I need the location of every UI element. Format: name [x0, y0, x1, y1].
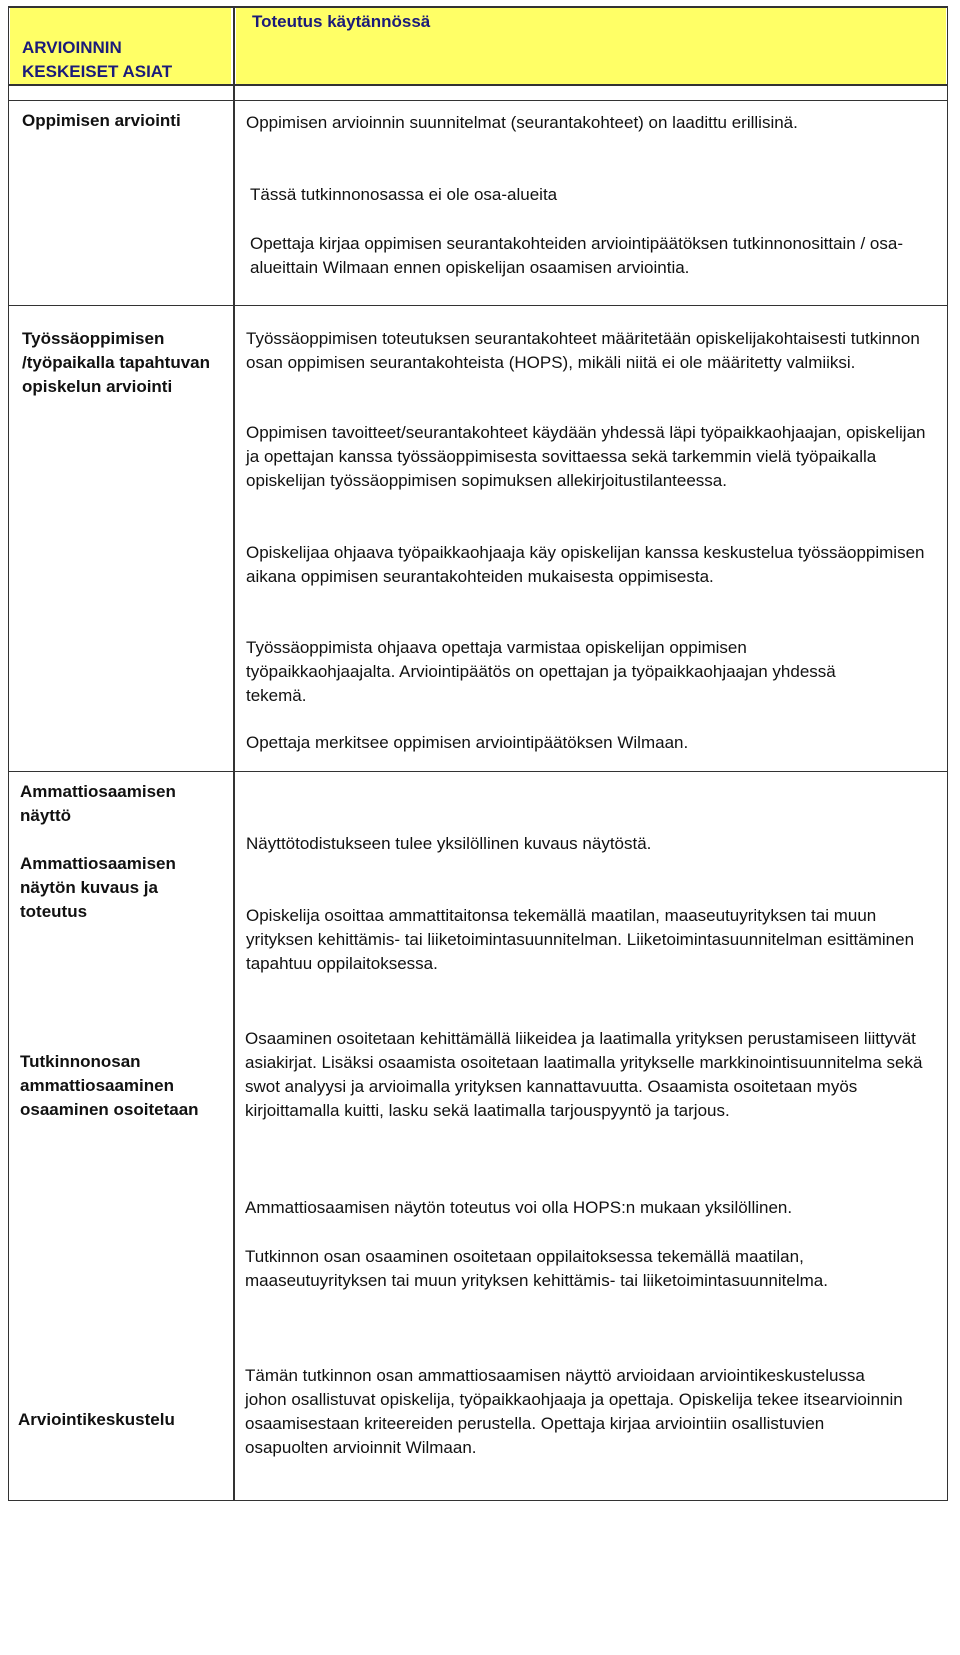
row-label-nayton-kuvaus: Ammattiosaamisen näytön kuvaus ja toteutus [20, 854, 176, 921]
row-label-tyossaoppiminen: Työssäoppimisen /työpaikalla tapahtuvan opiskelun arviointi [22, 329, 210, 396]
row3-paragraph-1: Näyttötodistukseen tulee yksilöllinen kuvaus näytöstä. [246, 834, 652, 853]
row3-paragraph-5: Tutkinnon osan osaaminen osoitetaan oppilaitoksessa tekemällä maatilan, maaseutuyrityksen tai muun yrityksen kehittämis- tai liiketoimintasuunnitelma. [245, 1247, 828, 1290]
row1-paragraph-1: Oppimisen arvioinnin suunnitelmat (seurantakohteet) on laadittu erillisinä. [246, 113, 798, 132]
row-label-ammattiosaamisen-naytto: Ammattiosaamisen näyttö [20, 782, 176, 825]
row2-paragraph-1: Työssäoppimisen toteutuksen seurantakohteet määritetään opiskelijakohtaisesti tutkinnon osan oppimisen seurantakohteista (HOPS), mikäli niitä ei ole määritetty valmiiksi. [246, 329, 920, 372]
header-col2-title: Toteutus käytännössä [252, 12, 431, 31]
column-divider [233, 6, 235, 1501]
row3-paragraph-6: Tämän tutkinnon osan ammattiosaamisen näyttö arvioidaan arviointikeskustelussa johon osallistuvat opiskelija, työpaikkaohjaaja ja opettaja. Opiskelija tekee itsearvioinnin osaamisestaan kriteereiden perustella. Opettaja kirjaa arviointiin osallistuvien osapuolten arvioinnit Wilmaan. [245, 1366, 903, 1457]
table-right-border [947, 6, 948, 1501]
row1-bottom-border [8, 305, 948, 306]
row3-paragraph-4: Ammattiosaamisen näytön toteutus voi olla HOPS:n mukaan yksilöllinen. [245, 1198, 793, 1217]
row1-paragraph-3: Opettaja kirjaa oppimisen seurantakohteiden arviointipäätöksen tutkinnonosittain / osa-alueittain Wilmaan ennen opiskelijan osaamisen arviointia. [250, 234, 904, 277]
table-left-border [8, 6, 9, 1501]
header-col1-title: ARVIOINNIN KESKEISET ASIAT [22, 38, 173, 81]
row-label-oppimisen-arviointi: Oppimisen arviointi [22, 111, 181, 130]
header-subline [8, 100, 948, 101]
row3-paragraph-3: Osaaminen osoitetaan kehittämällä liikeidea ja laatimalla yrityksen perustamiseen liittyvät asiakirjat. Lisäksi osaamista osoitetaan laatimalla yritykselle markkinointisuunnitelma sekä swot analyysi ja arvioimalla yrityksen kannattavuutta. Osaamista osoitetaan myös kirjoittamalla kuitti, lasku sekä laatimalla tarjouspyyntö ja tarjous. [245, 1029, 923, 1120]
table-top-border [8, 6, 948, 8]
row-label-osaaminen-osoitetaan: Tutkinnonosan ammattiosaaminen osaaminen osoitetaan [20, 1052, 199, 1119]
row2-paragraph-4: Työssäoppimista ohjaava opettaja varmistaa opiskelijan oppimisen työpaikkaohjaajalta. Arviointipäätös on opettajan ja työpaikkaohjaajan yhdessä tekemä. [246, 638, 836, 705]
row3-paragraph-2: Opiskelija osoittaa ammattitaitonsa tekemällä maatilan, maaseutuyrityksen tai muun yrityksen kehittämis- tai liiketoimintasuunnitelman. Liiketoimintasuunnitelman esittäminen tapahtuu oppilaitoksessa. [246, 906, 915, 973]
row2-bottom-border [8, 771, 948, 772]
table-bottom-border [8, 1500, 948, 1501]
row-label-arviointikeskustelu: Arviointikeskustelu [18, 1410, 175, 1429]
header-bottom-border [8, 84, 948, 86]
row2-paragraph-2: Oppimisen tavoitteet/seurantakohteet käydään yhdessä läpi työpaikkaohjaajan, opiskelijan ja opettajan kanssa työssäoppimisesta sovittaessa sekä tarkemmin vielä työpaikalla opiskelijan työssäoppimisen sopimuksen allekirjoitustilanteessa. [246, 423, 926, 490]
row1-paragraph-2: Tässä tutkinnonosassa ei ole osa-alueita [250, 185, 558, 204]
row2-paragraph-5: Opettaja merkitsee oppimisen arviointipäätöksen Wilmaan. [246, 733, 689, 752]
row2-paragraph-3: Opiskelijaa ohjaava työpaikkaohjaaja käy opiskelijan kanssa keskustelua työssäoppimisen aikana oppimisen seurantakohteiden mukaisesta oppimisesta. [246, 543, 925, 586]
